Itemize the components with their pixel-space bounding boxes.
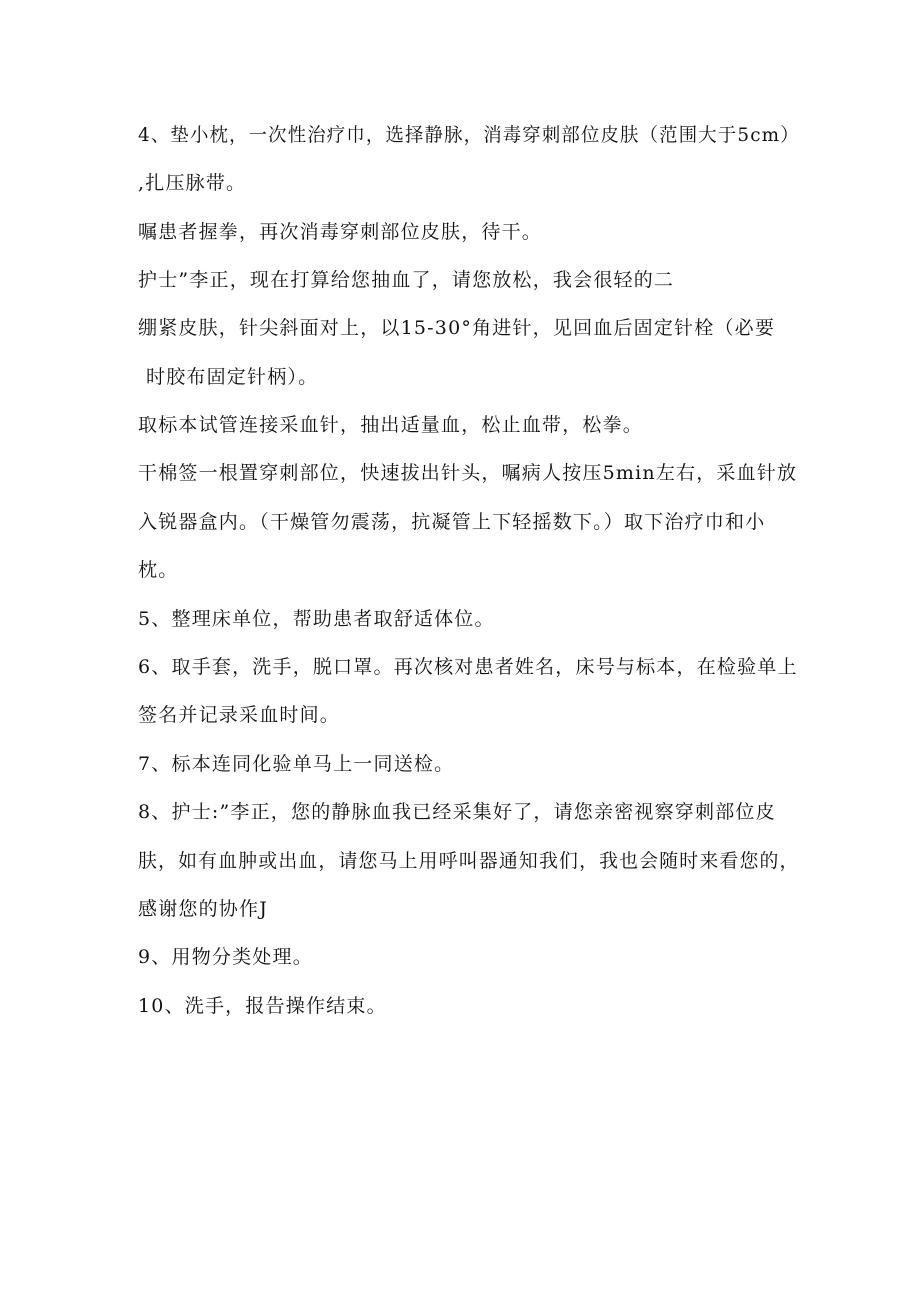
text-line: 干棉签一根置穿刺部位，快速拔出针头，嘱病人按压5min左右，采血针放 xyxy=(138,462,798,484)
text-line: 9、用物分类处理。 xyxy=(138,946,313,968)
text-line: ,扎压脉带。 xyxy=(138,172,247,194)
text-line: 8、护士:”李正，您的静脉血我已经采集好了，请您亲密视察穿刺部位皮 xyxy=(138,801,776,823)
text-line: 嘱患者握拳，再次消毒穿刺部位皮肤，待干。 xyxy=(138,221,543,243)
text-line: 签名并记录采血时间。 xyxy=(138,704,341,726)
text-line: 4、垫小枕，一次性治疗巾，选择静脉，消毒穿刺部位皮肤（范围大于5cm） xyxy=(138,124,800,146)
text-line: 7、标本连同化验单马上一同送检。 xyxy=(138,753,455,775)
text-line: 肤，如有血肿或出血，请您马上用呼叫器通知我们，我也会随时来看您的， xyxy=(138,850,800,872)
text-line: 时胶布固定针柄）。 xyxy=(146,366,319,388)
text-line: 绷紧皮肤，针尖斜面对上，以15-30°角进针，见回血后固定针栓（必要 xyxy=(138,317,776,339)
text-line: 感谢您的协作J xyxy=(138,898,269,920)
text-line: 10、洗手，报告操作结束。 xyxy=(138,995,387,1017)
text-line: 6、取手套，洗手，脱口罩。再次核对患者姓名，床号与标本，在检验单上 xyxy=(138,656,798,678)
text-line: 枕。 xyxy=(138,559,179,581)
text-line: 5、整理床单位，帮助患者取舒适体位。 xyxy=(138,608,495,630)
text-line: 取标本试管连接采血针，抽出适量血，松止血带，松拳。 xyxy=(138,414,644,436)
text-line: 入锐器盒内。（干燥管勿震荡，抗凝管上下轻摇数下。）取下治疗巾和小 xyxy=(138,511,766,533)
text-line: 护士”李正，现在打算给您抽血了，请您放松，我会很轻的二 xyxy=(138,269,675,291)
